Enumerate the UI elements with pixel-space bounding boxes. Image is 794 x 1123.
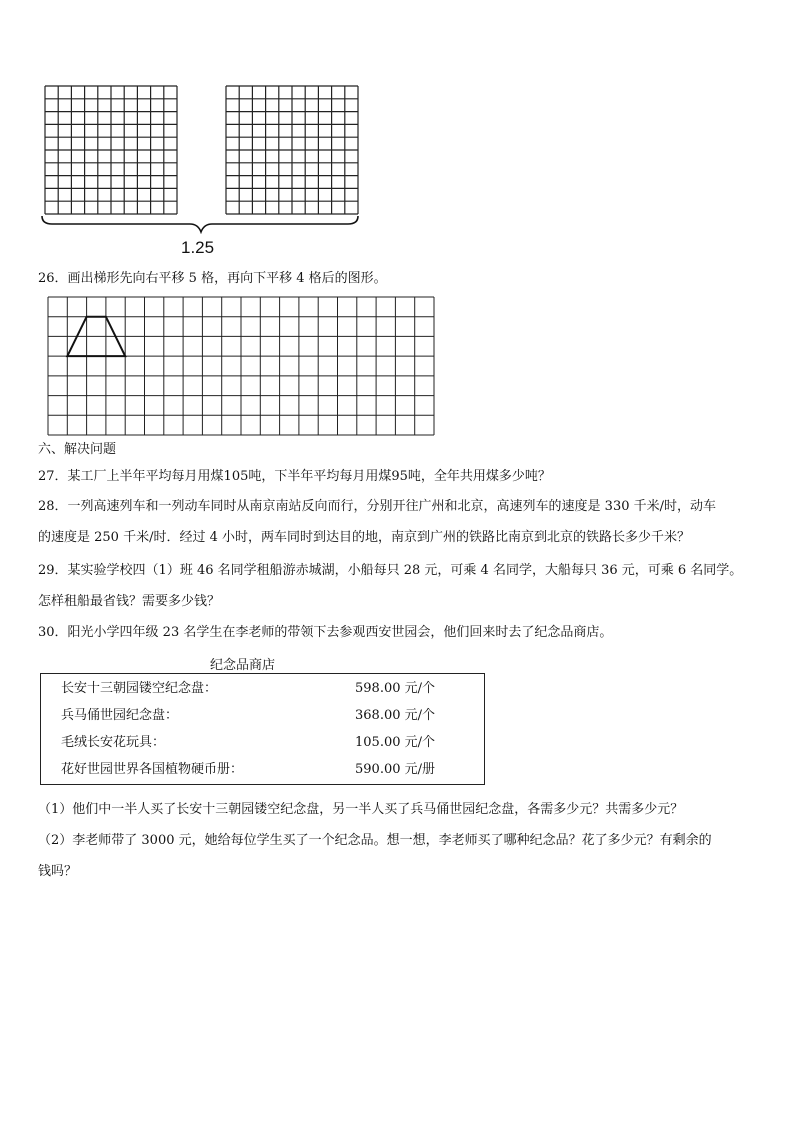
- shop-price-list: [40, 673, 485, 785]
- question-30-sub1: （1）他们中一半人买了长安十三朝园镂空纪念盘，另一半人买了兵马俑世园纪念盘，各需多少元？共需多少元？: [38, 802, 684, 817]
- hundred-grid-left: [44, 85, 178, 215]
- brace: [40, 214, 362, 234]
- shop-item-price: 598.00 元/个: [355, 681, 435, 696]
- question-29-line1: 29．某实验学校四（1）班 46 名同学租船游赤城湖，小船每只 28 元，可乘 4 名同学，大船每只 36 元，可乘 6 名同学。: [38, 563, 743, 578]
- shop-item: [61, 679, 481, 699]
- translation-grid: [47, 296, 435, 436]
- question-30-sub2-line2: 钱吗？: [38, 864, 78, 879]
- question-26: 26．画出梯形先向右平移 5 格，再向下平移 4 格后的图形。: [38, 271, 387, 286]
- shop-item: [61, 706, 481, 726]
- hundred-grid-right: [225, 85, 359, 215]
- question-29-line2: 怎样租船最省钱？需要多少钱？: [38, 594, 221, 609]
- section-title: 六、解决问题: [38, 442, 117, 457]
- shop-title: 纪念品商店: [210, 658, 276, 673]
- question-28-line2: 的速度是 250 千米/时．经过 4 小时，两车同时到达目的地，南京到广州的铁路比南京到北京的铁路长多少千米？: [38, 530, 690, 545]
- shop-item-name: 花好世园世界各国植物硬币册：: [61, 762, 244, 777]
- brace-label: 1.25: [181, 238, 215, 257]
- shop-item-name: 毛绒长安花玩具：: [61, 735, 166, 750]
- shop-item-name: 兵马俑世园纪念盘：: [61, 708, 179, 723]
- shop-item-price: 368.00 元/个: [355, 708, 435, 723]
- shop-item-price: 105.00 元/个: [355, 735, 435, 750]
- question-30: 30．阳光小学四年级 23 名学生在李老师的带领下去参观西安世园会，他们回来时去了纪念品商店。: [38, 625, 613, 640]
- question-27: 27．某工厂上半年平均每月用煤105吨，下半年平均每月用煤95吨，全年共用煤多少吨？: [38, 469, 551, 484]
- shop-item: [61, 733, 481, 753]
- question-28-line1: 28．一列高速列车和一列动车同时从南京南站反向而行，分别开往广州和北京，高速列车的速度是 330 千米/时，动车: [38, 499, 717, 514]
- shop-item: [61, 760, 481, 780]
- question-30-sub2-line1: （2）李老师带了 3000 元，她给每位学生买了一个纪念品。想一想，李老师买了哪种纪念品？花了多少元？有剩余的: [38, 833, 712, 848]
- shop-item-price: 590.00 元/册: [355, 762, 435, 777]
- shop-item-name: 长安十三朝园镂空纪念盘：: [61, 681, 218, 696]
